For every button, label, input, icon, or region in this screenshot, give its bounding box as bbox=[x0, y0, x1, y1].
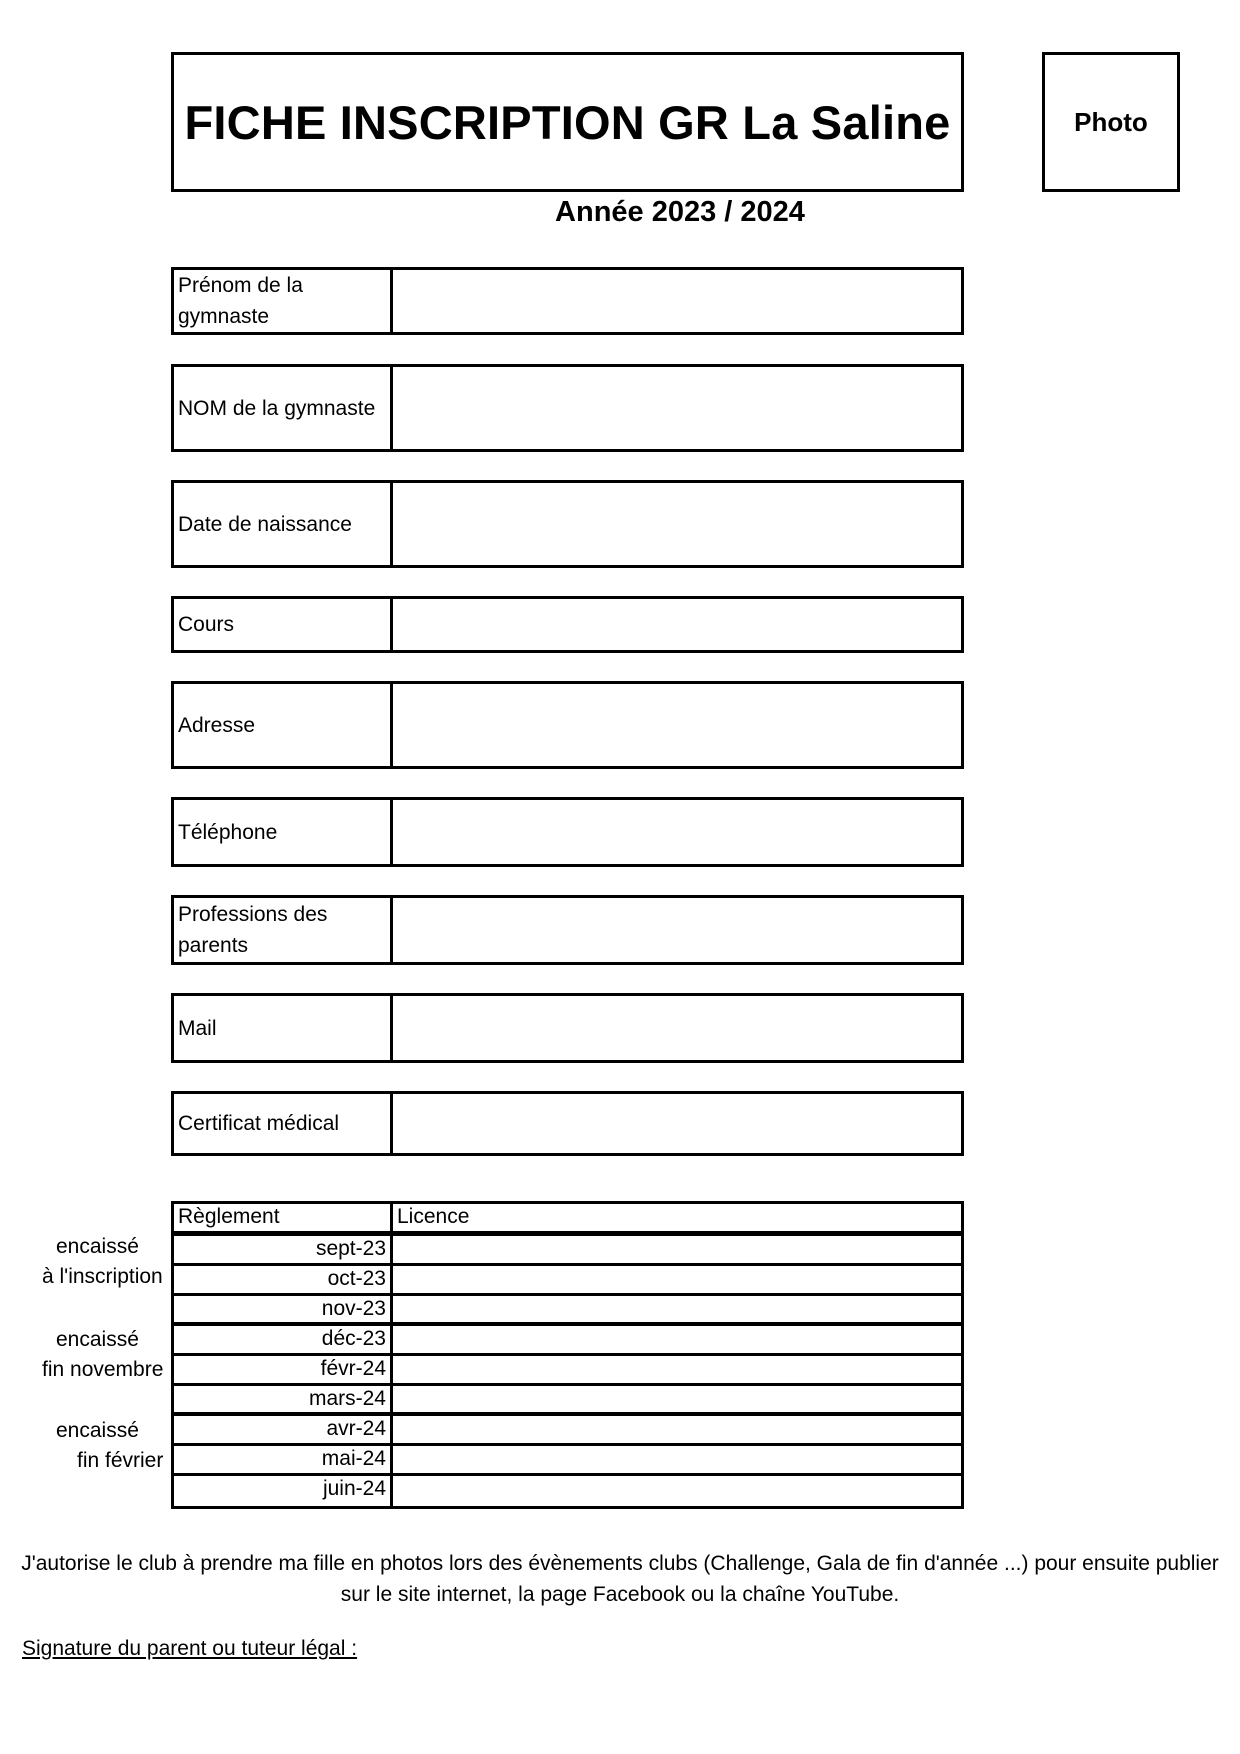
month-cell: déc-23 bbox=[174, 1326, 393, 1353]
month-cell: mai-24 bbox=[174, 1446, 393, 1473]
title-box bbox=[171, 52, 964, 192]
group-3-line1: encaissé bbox=[56, 1419, 139, 1442]
month-cell: nov-23 bbox=[174, 1296, 393, 1322]
licence-cell[interactable] bbox=[393, 1356, 961, 1383]
phone-input[interactable] bbox=[393, 800, 961, 864]
month-cell: avr-24 bbox=[174, 1416, 393, 1443]
table-row bbox=[174, 1356, 961, 1386]
table-row bbox=[174, 1296, 961, 1326]
photo-label: Photo bbox=[1074, 106, 1148, 137]
field-mail bbox=[171, 993, 964, 1063]
table-row bbox=[174, 1266, 961, 1296]
address-input[interactable] bbox=[393, 684, 961, 766]
group-3-line2: fin février bbox=[77, 1449, 164, 1472]
field-address bbox=[171, 681, 964, 769]
photo-box bbox=[1042, 52, 1180, 192]
month-cell: févr-24 bbox=[174, 1356, 393, 1383]
payment-table bbox=[171, 1201, 964, 1509]
reglement-header: Règlement bbox=[174, 1204, 393, 1231]
licence-cell[interactable] bbox=[393, 1326, 961, 1353]
page-title: FICHE INSCRIPTION GR La Saline bbox=[184, 95, 951, 149]
licence-cell[interactable] bbox=[393, 1416, 961, 1443]
photo-consent-text: J'autorise le club à prendre ma fille en photos lors des évènements clubs (Challenge, Gala de fin d'année ...) pour ensuite publier sur le site internet, la page Facebook ou la chaîne YouTube. bbox=[21, 1552, 1219, 1606]
signature-label: Signature du parent ou tuteur légal : bbox=[22, 1637, 358, 1660]
licence-cell[interactable] bbox=[393, 1296, 961, 1322]
first-name-input[interactable] bbox=[393, 270, 961, 332]
field-label: Date de naissance bbox=[174, 483, 393, 565]
group-1-line2: à l'inscription bbox=[42, 1265, 163, 1288]
last-name-input[interactable] bbox=[393, 367, 961, 449]
licence-cell[interactable] bbox=[393, 1476, 961, 1506]
field-birth-date bbox=[171, 480, 964, 568]
medical-certificate-input[interactable] bbox=[393, 1094, 961, 1153]
field-label: Téléphone bbox=[174, 800, 393, 864]
group-2-line2: fin novembre bbox=[42, 1358, 164, 1381]
school-year: Année 2023 / 2024 bbox=[555, 196, 805, 228]
table-row bbox=[174, 1476, 961, 1506]
field-course bbox=[171, 596, 964, 653]
licence-cell[interactable] bbox=[393, 1266, 961, 1293]
field-label: Professions des parents bbox=[174, 898, 393, 962]
licence-header: Licence bbox=[397, 1205, 470, 1228]
field-parents-professions bbox=[171, 895, 964, 965]
payment-table-header bbox=[174, 1204, 961, 1236]
field-last-name bbox=[171, 364, 964, 452]
month-cell: sept-23 bbox=[174, 1236, 393, 1263]
group-2-line1: encaissé bbox=[56, 1328, 139, 1351]
licence-cell[interactable] bbox=[393, 1386, 961, 1412]
table-row bbox=[174, 1386, 961, 1416]
field-label: Prénom de la gymnaste bbox=[174, 270, 393, 332]
licence-cell[interactable] bbox=[393, 1446, 961, 1473]
field-label: NOM de la gymnaste bbox=[174, 367, 393, 449]
licence-cell[interactable] bbox=[393, 1236, 961, 1263]
field-medical-certificate bbox=[171, 1091, 964, 1156]
field-label: Mail bbox=[174, 996, 393, 1060]
month-cell: oct-23 bbox=[174, 1266, 393, 1293]
table-row bbox=[174, 1416, 961, 1446]
month-cell: mars-24 bbox=[174, 1386, 393, 1412]
table-row bbox=[174, 1326, 961, 1356]
table-row bbox=[174, 1236, 961, 1266]
group-1-line1: encaissé bbox=[56, 1235, 139, 1258]
mail-input[interactable] bbox=[393, 996, 961, 1060]
field-label: Certificat médical bbox=[174, 1094, 393, 1153]
month-cell: juin-24 bbox=[174, 1476, 393, 1506]
field-label: Adresse bbox=[174, 684, 393, 766]
field-first-name bbox=[171, 267, 964, 335]
table-row bbox=[174, 1446, 961, 1476]
course-input[interactable] bbox=[393, 599, 961, 650]
field-label: Cours bbox=[174, 599, 393, 650]
birth-date-input[interactable] bbox=[393, 483, 961, 565]
parents-professions-input[interactable] bbox=[393, 898, 961, 962]
field-phone bbox=[171, 797, 964, 867]
